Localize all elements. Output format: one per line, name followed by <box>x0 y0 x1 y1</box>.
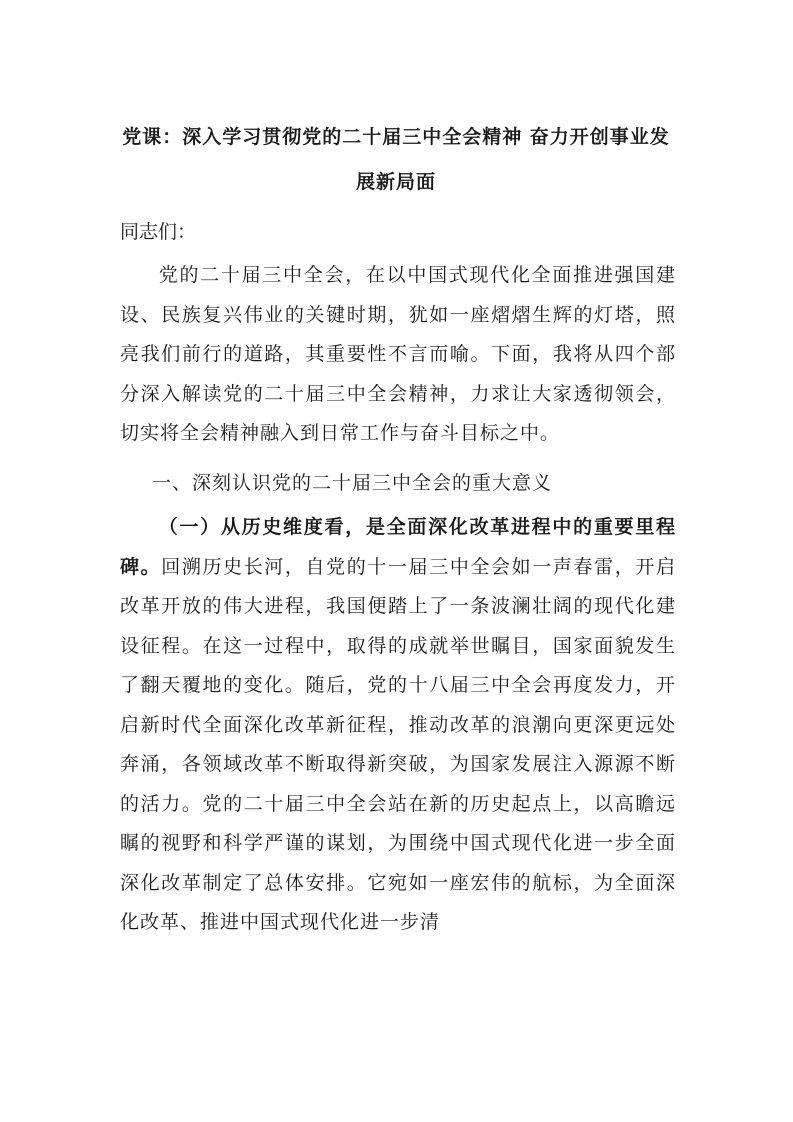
intro-paragraph-text: 党的二十届三中全会，在以中国式现代化全面推进强国建设、民族复兴伟业的关键时期，犹如一座熠熠生辉的灯塔，照亮我们前行的道路，其重要性不言而喻。下面，我将从四个部分深入解读党的二十届三中全会精神，力求让大家透彻领会，切实将全会精神融入到日常工作与奋斗目标之中。 <box>120 264 676 444</box>
subsection-heading: （一）从历史维度看，是全面深化改革进程中的重要里程碑。 <box>120 516 676 578</box>
document-title: 党课：深入学习贯彻党的二十届三中全会精神 奋力开创事业发展新局面 <box>122 126 670 193</box>
section-heading: 一、深刻认识党的二十届三中全会的重大意义 <box>152 472 553 494</box>
subsection-body-text: 回溯历史长河，自党的十一届三中全会如一声春雷，开启改革开放的伟大进程，我国便踏上了一条波澜壮阔的现代化建设征程。在这一过程中，取得的成就举世瞩目，国家面貌发生了翻天覆地的变化。随后，党的十八届三中全会再度发力，开启新时代全面深化改革新征程，推动改革的浪潮向更深更远处奔涌，各领域改革不断取得新突破，为国家发展注入源源不断的活力。党的二十届三中全会站在新的历史起点上，以高瞻远瞩的视野和科学严谨的谋划，为围绕中国式现代化进一步全面深化改革制定了总体安排。它宛如一座宏伟的航标，为全面深化改革、推进中国式现代化进一步清 <box>120 555 676 933</box>
intro-paragraph <box>120 256 676 454</box>
subsection-paragraph <box>120 508 676 943</box>
greeting: 同志们： <box>120 221 197 243</box>
